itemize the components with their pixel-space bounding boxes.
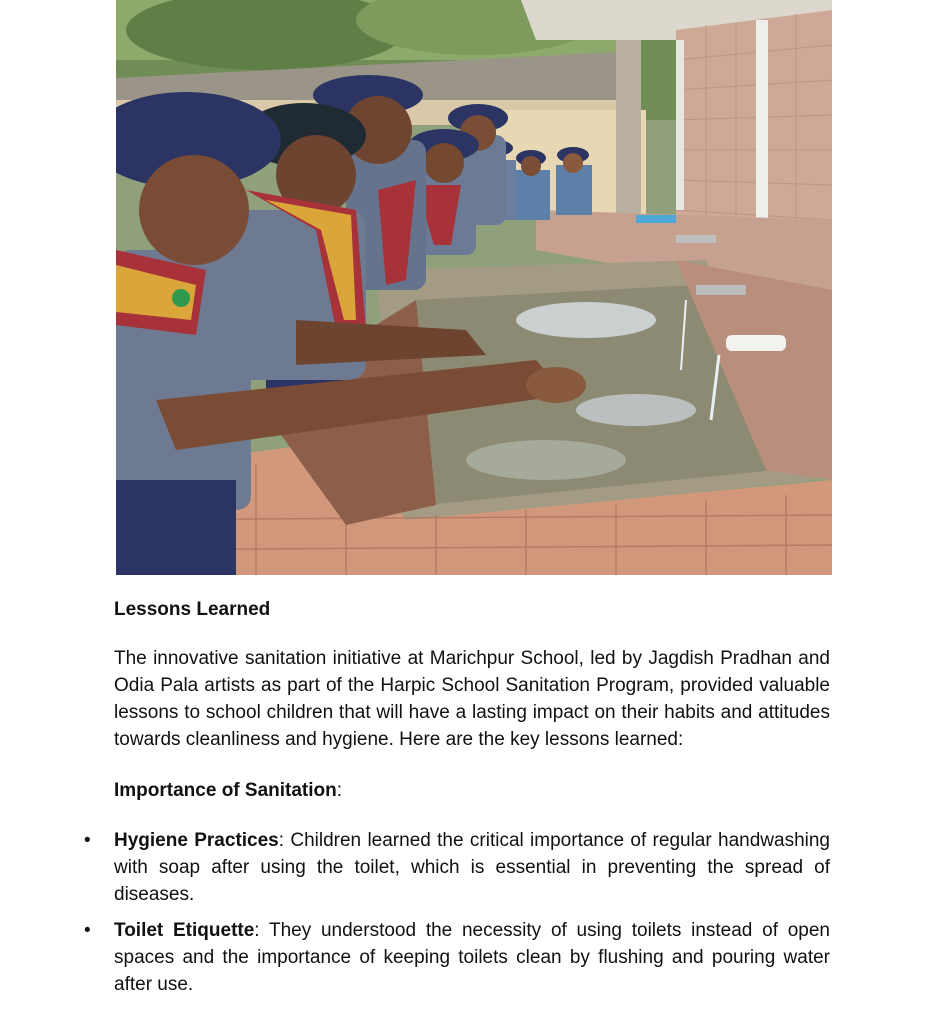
bullet-marker: •: [84, 830, 91, 851]
subheading-suffix: :: [336, 780, 343, 801]
intro-paragraph: The innovative sanitation initiative at Marichpur School, led by Jagdish Pradhan and Odia Pala artists as part of the Harpic School Sanitation Program, provided valuable lessons to school children that will have a lasting impact on their habits and attitudes towards cleanliness and hygiene. Here are the key lessons learned:: [114, 648, 830, 750]
section-heading: Lessons Learned: [114, 599, 271, 620]
bullet-title: Hygiene Practices: [114, 830, 279, 851]
bullet-marker: •: [84, 920, 91, 941]
subheading-title: Importance of Sanitation: [114, 780, 337, 801]
subheading: [114, 777, 830, 804]
lessons-section: [84, 596, 831, 1007]
bullet-text: : They understood the necessity of using toilets instead of open spaces and the importance of keeping toilets clean by flushing and pouring water after use.: [114, 920, 831, 995]
bullet-title: Toilet Etiquette: [114, 920, 255, 941]
handwashing-photo: [116, 0, 832, 575]
list-item: [84, 827, 830, 908]
bullet-text: : Children learned the critical importance of regular handwashing with soap after using the toilet, which is essential in preventing the spread of diseases.: [114, 830, 830, 905]
bullet-list: [84, 827, 831, 998]
list-item: [84, 917, 831, 998]
